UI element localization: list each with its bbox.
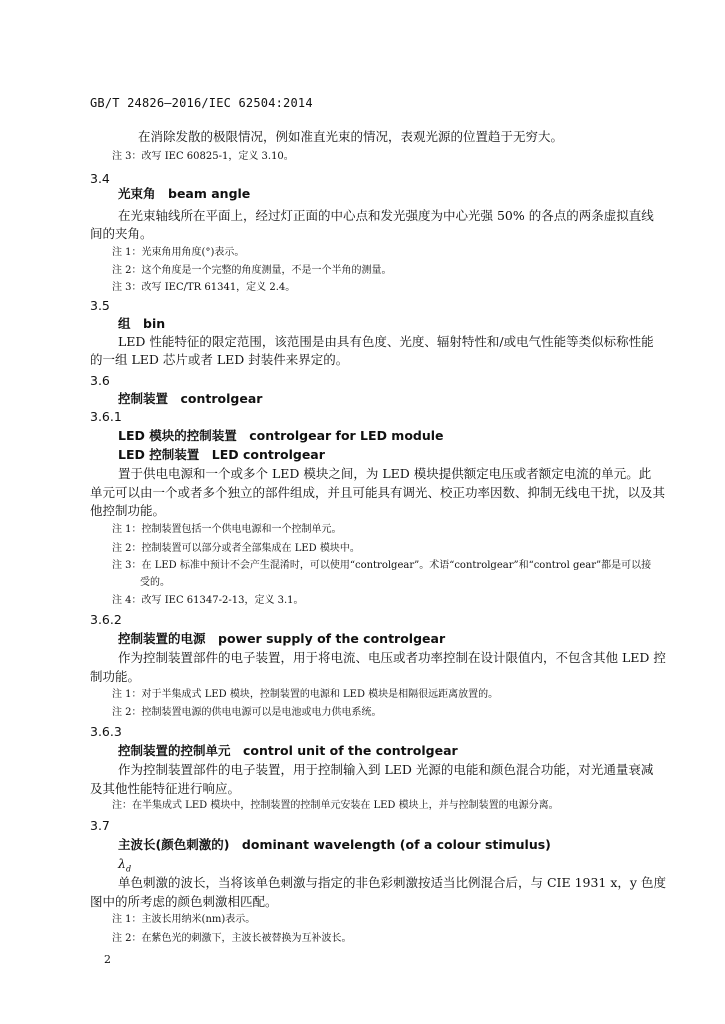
symbol-subscript: d (125, 864, 132, 874)
section-number: 3.6.2 (90, 612, 122, 627)
term-heading: 主波长(颜色刺激的) dominant wavelength (of a colour stimulus) (118, 837, 551, 852)
note-line: 注 2：在紫色光的刺激下，主波长被替换为互补波长。 (112, 933, 352, 944)
body-line: 单色刺激的波长，当将该单色刺激与指定的非色彩刺激按适当比例混合后，与 CIE 1931 x，y 色度 (118, 875, 666, 890)
body-line: 间的夹角。 (90, 226, 153, 241)
standard-header: GB/T 24826—2016/IEC 62504:2014 (90, 96, 313, 110)
note-line: 注 1：光束角用角度(°)表示。 (112, 247, 245, 258)
section-number: 3.5 (90, 298, 110, 313)
body-line: 在消除发散的极限情况，例如准直光束的情况，表观光源的位置趋于无穷大。 (138, 129, 564, 144)
note-line: 注 1：对于半集成式 LED 模块，控制装置的电源和 LED 模块是相隔很远距离放置的。 (112, 689, 499, 700)
term-heading: LED 控制装置 LED controlgear (118, 447, 325, 462)
body-line: 作为控制装置部件的电子装置，用于控制输入到 LED 光源的电能和颜色混合功能，对光通量衰减 (118, 762, 654, 777)
note-line: 受的。 (140, 577, 170, 588)
body-line: 在光束轴线所在平面上，经过灯正面的中心点和发光强度为中心光强 50% 的各点的两条虚拟直线 (118, 208, 654, 223)
symbol-base: λ (118, 856, 126, 871)
note-line: 注 3：在 LED 标准中预计不会产生混淆时，可以使用“controlgear”。术语“controlgear”和“control gear”都是可以接 (112, 560, 652, 571)
term-heading: 控制装置的控制单元 control unit of the controlgear (118, 743, 458, 758)
note-line: 注 2：这个角度是一个完整的角度测量，不是一个半角的测量。 (112, 265, 392, 276)
term-heading: 组 bin (118, 316, 166, 331)
body-line: 他控制功能。 (90, 503, 166, 518)
note-line: 注 3：改写 IEC 60825-1，定义 3.10。 (112, 151, 294, 162)
term-heading: 控制装置的电源 power supply of the controlgear (118, 631, 446, 646)
term-heading: 控制装置 controlgear (118, 391, 263, 406)
note-line: 注 1：主波长用纳米(nm)表示。 (112, 914, 256, 925)
page-number: 2 (104, 953, 111, 966)
term-heading: LED 模块的控制装置 controlgear for LED module (118, 428, 444, 443)
note-line: 注 1：控制装置包括一个供电电源和一个控制单元。 (112, 524, 342, 535)
body-line: 制功能。 (90, 669, 141, 684)
body-line: LED 性能特征的限定范围，该范围是由具有色度、光度、辐射特性和/或电气性能等类似标称性能 (118, 334, 654, 349)
note-line: 注 3：改写 IEC/TR 61341，定义 2.4。 (112, 282, 296, 293)
section-number: 3.7 (90, 818, 110, 833)
body-line: 置于供电电源和一个或多个 LED 模块之间，为 LED 模块提供额定电压或者额定电流的单元。此 (118, 466, 652, 481)
note-line: 注 2：控制装置电源的供电电源可以是电池或电力供电系统。 (112, 707, 382, 718)
body-line: 作为控制装置部件的电子装置，用于将电流、电压或者功率控制在设计限值内，不包含其他 LED 控 (118, 650, 666, 665)
section-number: 3.6 (90, 373, 110, 388)
section-number: 3.4 (90, 171, 110, 186)
section-number: 3.6.1 (90, 409, 122, 424)
note-line: 注 4：改写 IEC 61347-2-13，定义 3.1。 (112, 595, 304, 606)
note-line: 注 2：控制装置可以部分或者全部集成在 LED 模块中。 (112, 543, 360, 554)
note-line: 注：在半集成式 LED 模块中，控制装置的控制单元安装在 LED 模块上，并与控制装置的电源分离。 (112, 800, 559, 811)
symbol (118, 856, 131, 874)
body-line: 及其他性能特征进行响应。 (90, 781, 241, 796)
term-heading: 光束角 beam angle (118, 186, 251, 201)
body-line: 的一组 LED 芯片或者 LED 封装件来界定的。 (90, 352, 349, 367)
body-line: 图中的所考虑的颜色刺激相匹配。 (90, 894, 278, 909)
section-number: 3.6.3 (90, 724, 122, 739)
body-line: 单元可以由一个或者多个独立的部件组成，并且可能具有调光、校正功率因数、抑制无线电干扰，以及其 (90, 485, 666, 500)
